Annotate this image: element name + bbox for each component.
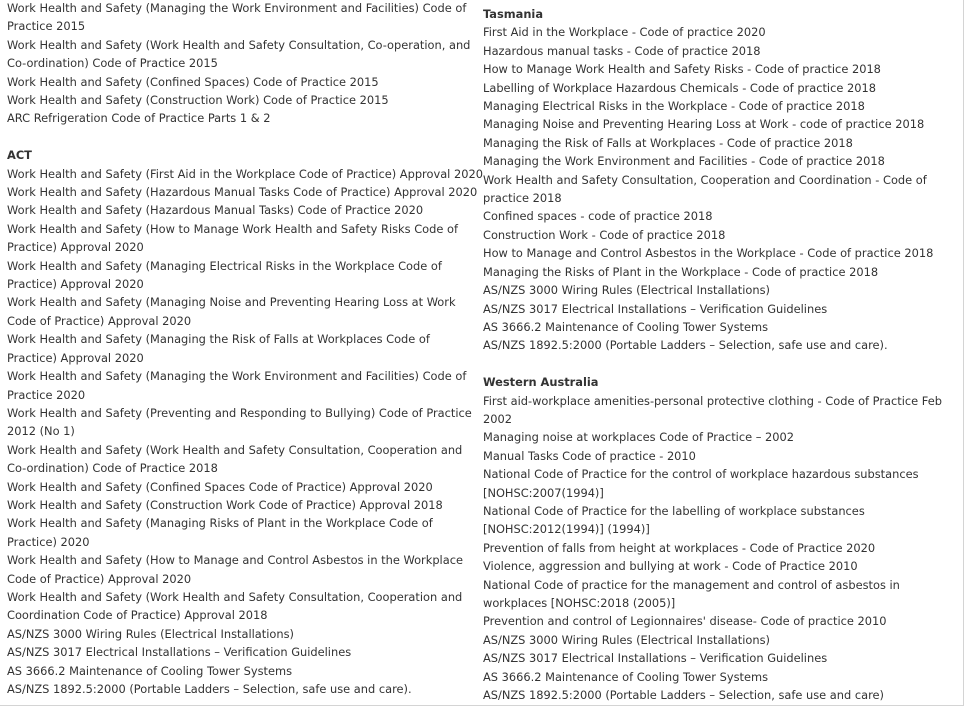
list-item: Managing Noise and Preventing Hearing Loss at Work - code of practice 2018 <box>483 117 925 132</box>
list-item: Work Health and Safety (Work Health and Safety Consultation, Co-operation, and Co-ordination) Code of Practice 2015 <box>7 37 471 71</box>
list-item: National Code of Practice for the labelling of workplace substances [NOHSC:2012(1994)] (1994)] <box>483 503 865 537</box>
list-item: AS/NZS 3017 Electrical Installations – Verification Guidelines <box>7 645 352 660</box>
list-item: Work Health and Safety (Managing the Work Environment and Facilities) Code of Practice 2015 <box>7 1 467 34</box>
list-item: AS/NZS 3017 Electrical Installations – Verification Guidelines <box>483 301 828 316</box>
list-item: Managing the Risk of Falls at Workplaces - Code of practice 2018 <box>483 135 853 150</box>
left-column <box>7 0 483 698</box>
list-item: Work Health and Safety (Preventing and Responding to Bullying) Code of Practice 2012 (No 1) <box>7 405 472 439</box>
list-item: Work Health and Safety (Work Health and Safety Consultation, Cooperation and Coordination Code of Practice) Approval 2018 <box>7 589 463 623</box>
list-item: Construction Work - Code of practice 2018 <box>483 227 726 242</box>
list-item: AS 3666.2 Maintenance of Cooling Tower Systems <box>7 663 293 678</box>
list-item: Manual Tasks Code of practice - 2010 <box>483 448 696 463</box>
list-item: Work Health and Safety (Confined Spaces) Code of Practice 2015 <box>7 74 379 89</box>
list-item: Prevention and control of Legionnaires' disease- Code of practice 2010 <box>483 614 887 629</box>
list-item: Work Health and Safety (First Aid in the Workplace Code of Practice) Approval 2020 <box>7 166 483 181</box>
list-item: Violence, aggression and bullying at work - Code of Practice 2010 <box>483 559 858 574</box>
list-item: AS/NZS 3000 Wiring Rules (Electrical Installations) <box>483 632 770 647</box>
list-item: ARC Refrigeration Code of Practice Parts 1 & 2 <box>7 111 271 126</box>
list-item: Managing noise at workplaces Code of Practice – 2002 <box>483 430 795 445</box>
list-item: Hazardous manual tasks - Code of practice 2018 <box>483 43 761 58</box>
list-item: Work Health and Safety (Managing Noise and Preventing Hearing Loss at Work Code of Practice) Approval 2020 <box>7 295 456 328</box>
list-item: Confined spaces - code of practice 2018 <box>483 209 713 224</box>
list-item: How to Manage Work Health and Safety Risks - Code of practice 2018 <box>483 62 881 77</box>
list-item: Work Health and Safety (Confined Spaces Code of Practice) Approval 2020 <box>7 479 433 494</box>
list-item: AS/NZS 1892.5:2000 (Portable Ladders – Selection, safe use and care) <box>483 688 884 703</box>
list-item: Work Health and Safety (Managing Risks of Plant in the Workplace Code of Practice) 2020 <box>7 516 433 549</box>
list-item: Managing the Work Environment and Facilities - Code of practice 2018 <box>483 154 885 169</box>
section-gap <box>483 355 961 373</box>
list-item: Managing Electrical Risks in the Workplace - Code of practice 2018 <box>483 99 865 114</box>
list-item: Prevention of falls from height at workplaces - Code of Practice 2020 <box>483 540 876 555</box>
list-item: Work Health and Safety (Managing the Risk of Falls at Workplaces Code of Practice) Approval 2020 <box>7 332 430 365</box>
list-item: Work Health and Safety (Managing the Work Environment and Facilities) Code of Practice 2020 <box>7 369 467 402</box>
list-item: Work Health and Safety (Construction Work Code of Practice) Approval 2018 <box>7 497 443 512</box>
list-item: Managing the Risks of Plant in the Workplace - Code of practice 2018 <box>483 264 879 279</box>
right-column <box>483 5 961 704</box>
section-gap <box>7 128 483 146</box>
list-item: Work Health and Safety (Hazardous Manual Tasks) Code of Practice 2020 <box>7 203 424 218</box>
list-item: Labelling of Workplace Hazardous Chemicals - Code of practice 2018 <box>483 80 876 95</box>
section-heading-act: ACT <box>7 148 32 163</box>
list-item: AS/NZS 3017 Electrical Installations – Verification Guidelines <box>483 651 828 666</box>
list-item: Work Health and Safety (Hazardous Manual Tasks Code of Practice) Approval 2020 <box>7 185 478 200</box>
list-item: Work Health and Safety (How to Manage and Control Asbestos in the Workplace Code of Practice) Approval 2020 <box>7 553 463 586</box>
list-item: National Code of Practice for the control of workplace hazardous substances [NOHSC:2007(1994)] <box>483 467 919 500</box>
list-item: AS/NZS 3000 Wiring Rules (Electrical Installations) <box>483 283 770 298</box>
list-item: Work Health and Safety (Construction Work) Code of Practice 2015 <box>7 93 389 108</box>
list-item: AS/NZS 1892.5:2000 (Portable Ladders – Selection, safe use and care). <box>483 338 888 353</box>
section-heading-tasmania: Tasmania <box>483 7 544 21</box>
list-item: National Code of practice for the management and control of asbestos in workplaces [NOHSC:2018 (2005)] <box>483 577 900 610</box>
section-heading-western-australia: Western Australia <box>483 375 599 390</box>
list-item: First aid-workplace amenities-personal protective clothing - Code of Practice Feb 2002 <box>483 393 942 426</box>
list-item: First Aid in the Workplace - Code of practice 2020 <box>483 25 766 40</box>
list-item: AS 3666.2 Maintenance of Cooling Tower Systems <box>483 319 769 334</box>
list-item: AS 3666.2 Maintenance of Cooling Tower Systems <box>483 669 769 684</box>
list-item: AS/NZS 1892.5:2000 (Portable Ladders – Selection, safe use and care). <box>7 682 412 697</box>
list-item: Work Health and Safety Consultation, Cooperation and Coordination - Code of practice 2018 <box>483 172 927 206</box>
list-item: Work Health and Safety (Work Health and Safety Consultation, Cooperation and Co-ordination) Code of Practice 2018 <box>7 442 463 476</box>
list-item: AS/NZS 3000 Wiring Rules (Electrical Installations) <box>7 626 294 641</box>
list-item: How to Manage and Control Asbestos in the Workplace - Code of practice 2018 <box>483 246 934 261</box>
list-item: Work Health and Safety (How to Manage Work Health and Safety Risks Code of Practice) Approval 2020 <box>7 221 458 255</box>
list-item: Work Health and Safety (Managing Electrical Risks in the Workplace Code of Practice) Approval 2020 <box>7 258 442 292</box>
